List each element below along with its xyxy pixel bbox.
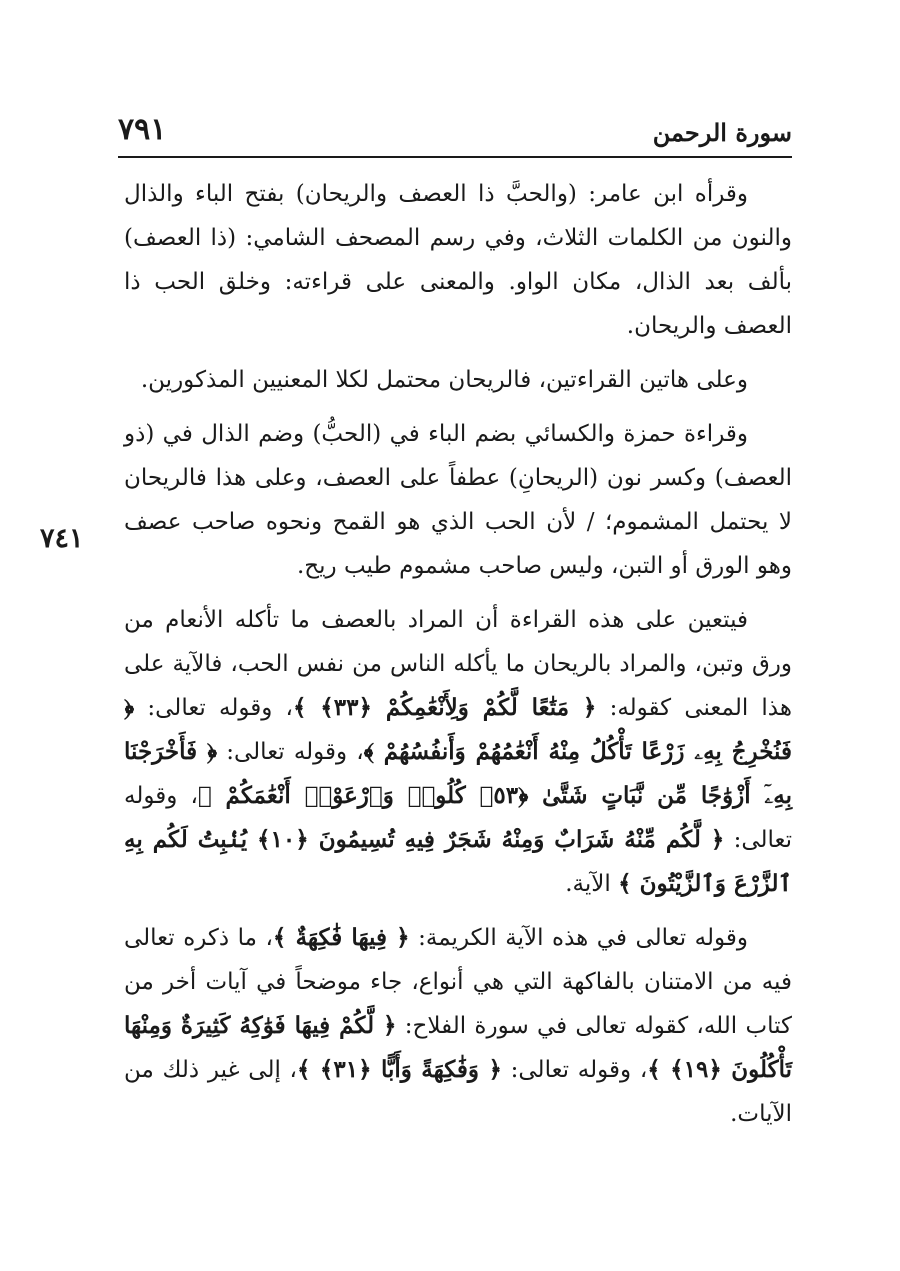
quran-verse: ﴿ لَّكُمْ فِيهَا فَوَٰكِهُ كَثِيرَةٌ وَمِنْهَا تَأْكُلُونَ ﴿١٩﴾ ﴾: [124, 1012, 792, 1083]
paragraph-5-text-3: ، وقوله تعالى:: [501, 1057, 648, 1083]
paragraph-4: [124, 598, 792, 906]
page-number: ٧٩١: [118, 112, 167, 147]
paragraph-5: [124, 916, 792, 1136]
quran-verse: ﴿ لَّكُم مِّنْهُ شَرَابٌ وَمِنْهُ شَجَرٌ فِيهِ تُسِيمُونَ ﴿١٠﴾ يُنۢبِتُ لَكُم بِهِ ٱلزَّرْعَ وَٱلزَّيْتُونَ ﴾: [124, 826, 792, 897]
quran-verse: ﴿ فَنُخْرِجُ بِهِۦ زَرْعًا تَأْكُلُ مِنْهُ أَنْعَٰمُهُمْ وَأَنفُسُهُمْ ﴾: [124, 694, 792, 765]
margin-page-number: ٧٤١: [40, 523, 84, 554]
paragraph-1: وقرأه ابن عامر: (والحبَّ ذا العصف والريحان) بفتح الباء والذال والنون من الكلمات الثلاث، وفي رسم المصحف الشامي: (ذا العصف) بألف بعد الذال، مكان الواو. والمعنى على قراءته: وخلق الحب ذا العصف والريحان.: [124, 181, 792, 339]
paragraph-4-text-3: ، وقوله تعالى:: [217, 739, 364, 765]
paragraph-2: وعلى هاتين القراءتين، فالريحان محتمل لكلا المعنيين المذكورين.: [140, 367, 748, 393]
paragraph-4-text-5: الآية.: [565, 871, 619, 897]
paragraph-5-text-1: وقوله تعالى في هذه الآية الكريمة:: [409, 925, 748, 951]
quran-verse: ﴿ مَتَٰعًا لَّكُمْ وَلِأَنْعَٰمِكُمْ ﴿٣٣﴾ ﴾: [292, 694, 597, 721]
paragraph-4-text-2: ، وقوله تعالى:: [134, 695, 293, 721]
running-title: سورة الرحمن: [652, 118, 792, 147]
quran-verse: ﴿ وَفَٰكِهَةً وَأَبًّا ﴿٣١﴾ ﴾: [296, 1056, 502, 1083]
quran-verse: ﴿ فِيهَا فَٰكِهَةٌ ﴾: [272, 924, 410, 951]
body-text: [124, 172, 792, 1146]
paragraph-5-text-4: ، إلى غير ذلك من الآيات.: [124, 1057, 792, 1127]
paragraph-3: وقراءة حمزة والكسائي بضم الباء في (الحبُّ) وضم الذال في (ذو العصف) وكسر نون (الريحانِ) عطفاً على العصف، وعلى هذا فالريحان لا يحتمل المشموم؛ / لأن الحب الذي هو القمح ونحوه صاحب عصف وهو الورق أو التبن، وليس صاحب مشموم طيب ريح.: [124, 421, 792, 579]
page-header: [118, 112, 792, 158]
paragraph-4-text-1: فيتعين على هذه القراءة أن المراد بالعصف ما تأكله الأنعام من ورق وتبن، والمراد بالريحان ما يأكله الناس من نفس الحب، فالآية على هذا المعنى كقوله:: [124, 607, 792, 721]
paragraph-5-text-2: ، ما ذكره تعالى فيه من الامتنان بالفاكهة التي هي أنواع، جاء موضحاً في آيات أخر من كتاب الله، كقوله تعالى في سورة الفلاح:: [124, 925, 793, 1039]
paragraph-4-text-4: ، وقوله تعالى:: [124, 783, 793, 853]
quran-verse: ﴿ فَأَخْرَجْنَا بِهِۦٓ أَزْوَٰجًا مِّن نَّبَاتٍ شَتَّىٰ ﴿٥٣﴾ كُلُوا۟ وَٱرْعَوْا۟ أَنْعَٰمَكُمْ ﴾: [124, 738, 792, 809]
